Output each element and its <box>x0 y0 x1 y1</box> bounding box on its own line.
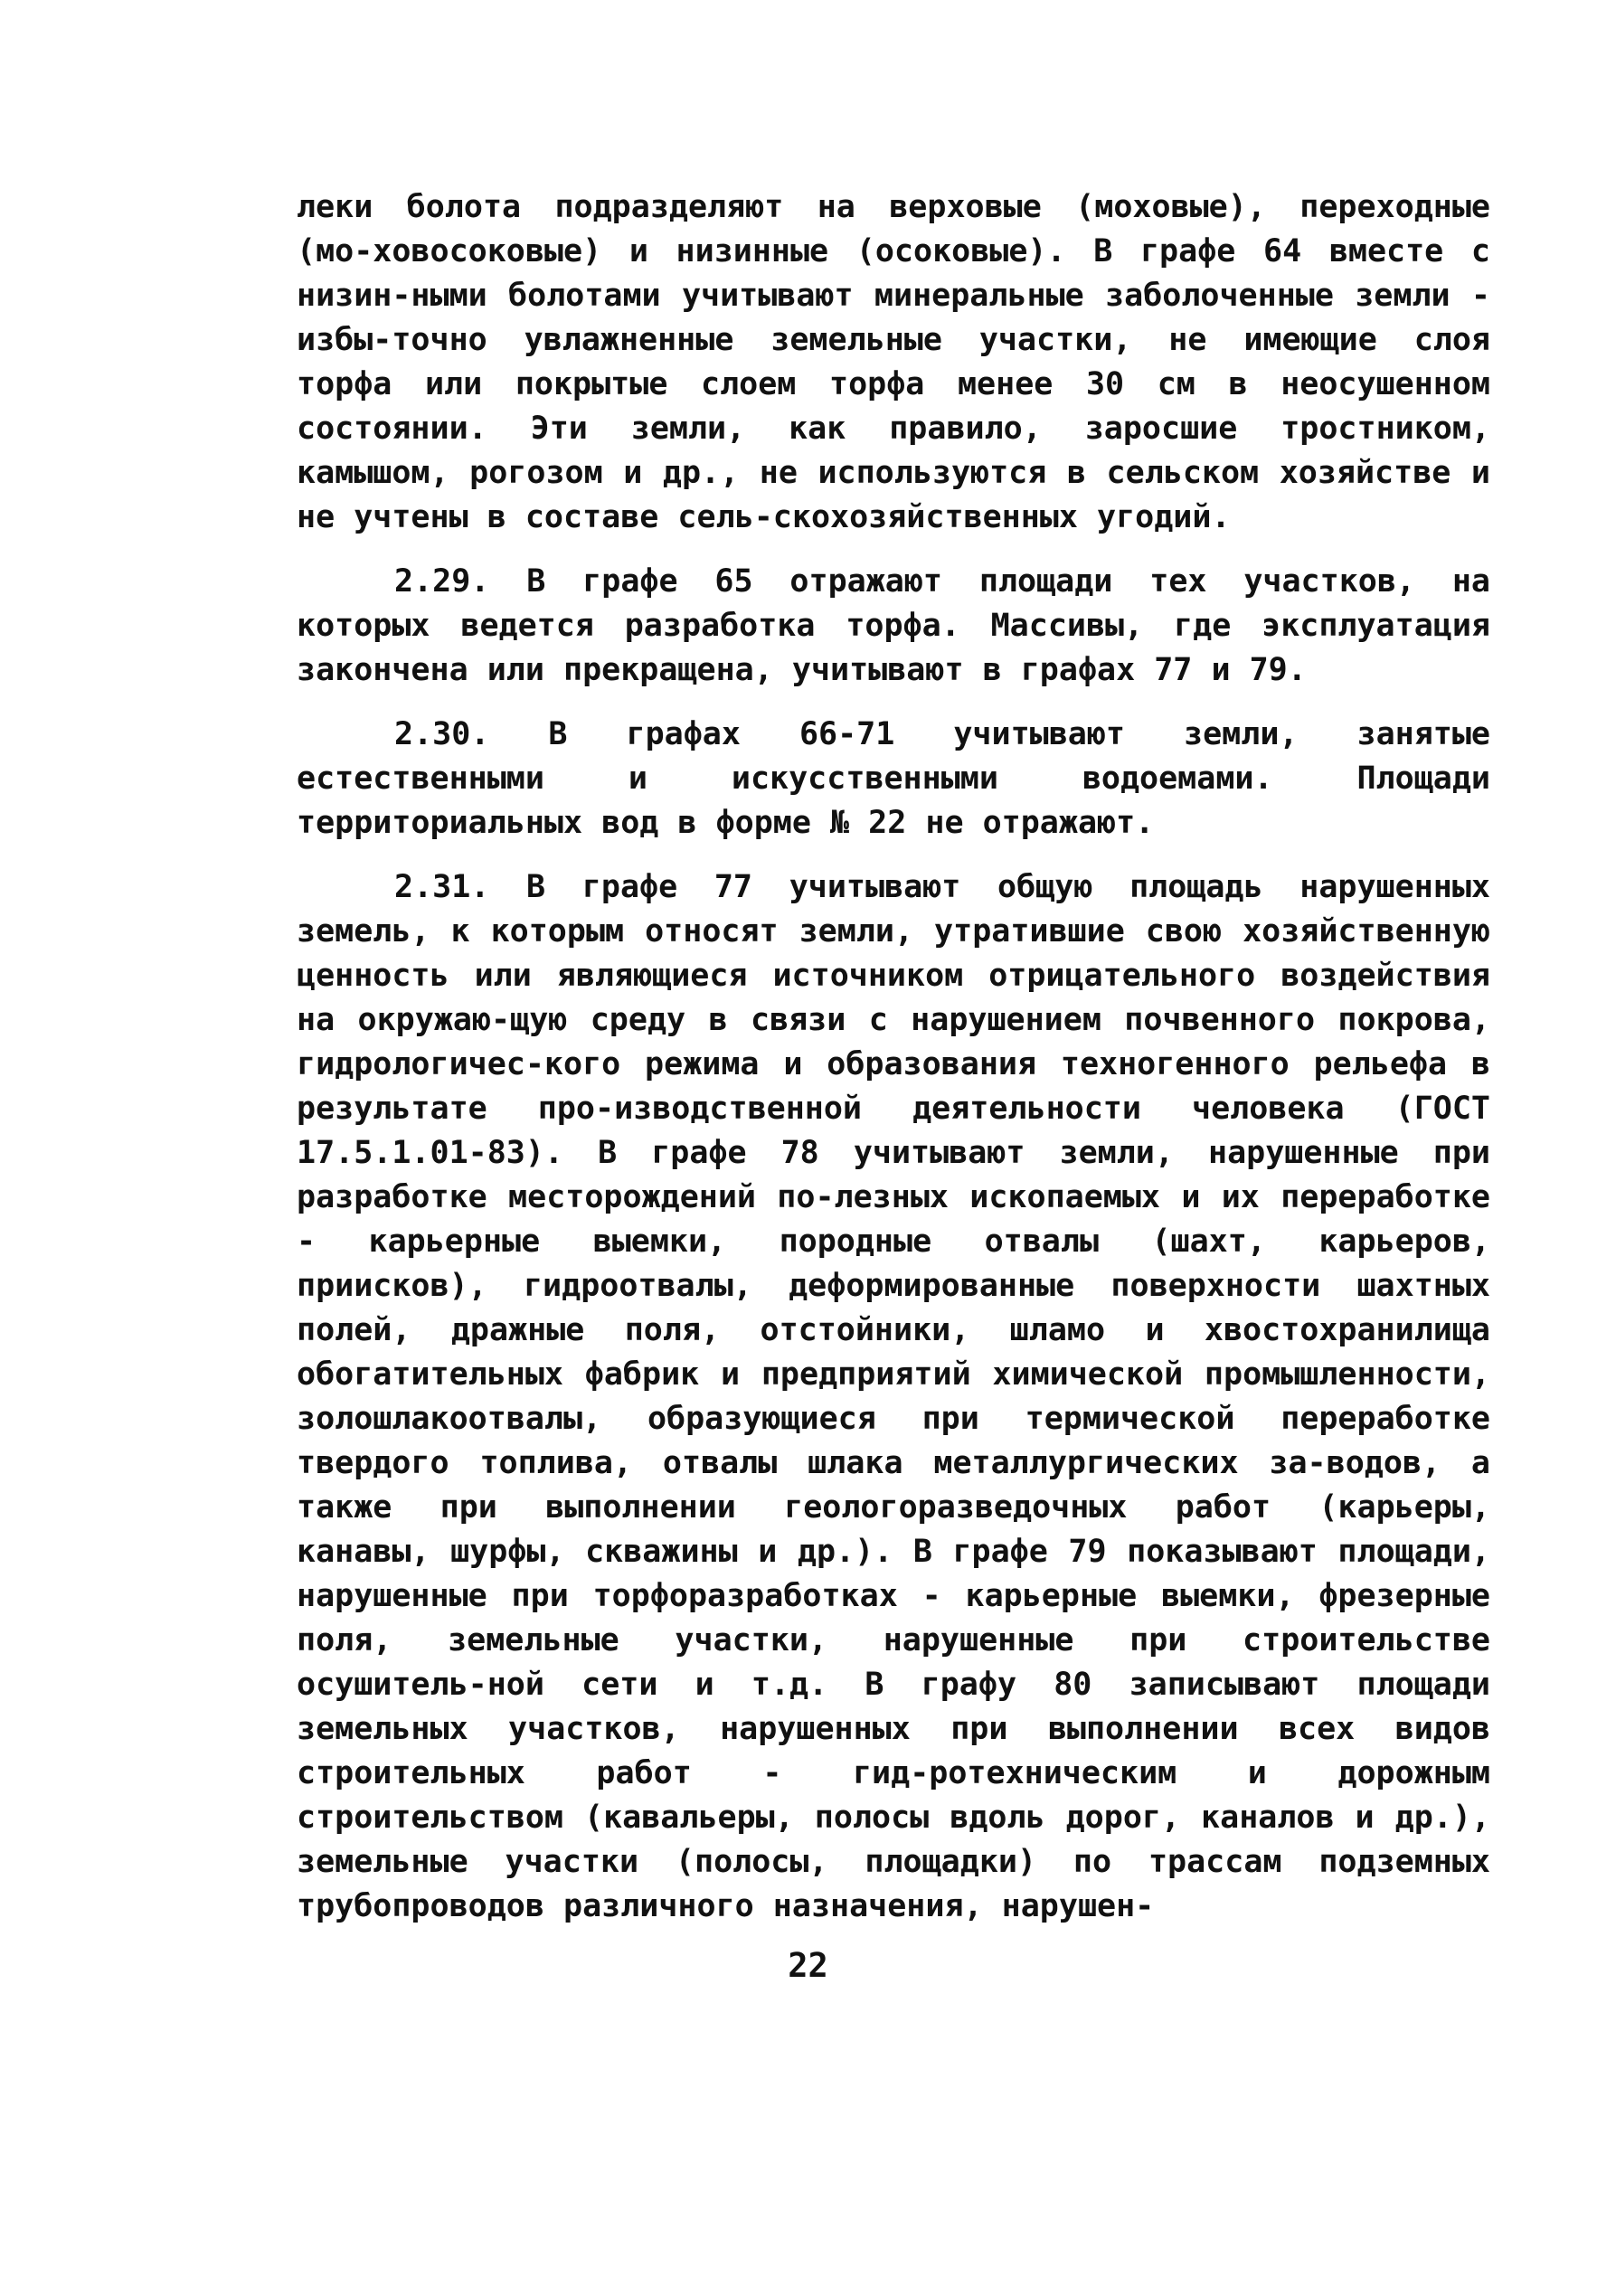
body-text <box>297 185 1490 1949</box>
paragraph-continuation: леки болота подразделяют на верховые (моховые), переходные (мо-ховосоковые) и низинные (осоковые). В графе 64 вместе с низин-ными болотами учитывают минеральные заболоченные земли - избы-точно увлажненные земельные участки, не имеющие слоя торфа или покрытые слоем торфа менее 30 см в неосушенном состоянии. Эти земли, как правило, заросшие тростником, камышом, рогозом и др., не используются в сельском хозяйстве и не учтены в составе сель-скохозяйственных угодий. <box>297 189 1490 535</box>
page-number: 22 <box>788 1946 828 1985</box>
paragraph-2-29: 2.29. В графе 65 отражают площади тех участков, на которых ведется разработка торфа. Массивы, где эксплуатация закончена или прекращена, учитывают в графах 77 и 79. <box>297 563 1490 688</box>
paragraph-2-31: 2.31. В графе 77 учитывают общую площадь нарушенных земель, к которым относят земли, утратившие свою хозяйственную ценность или являющиеся источником отрицательного воздействия на окружаю-щую среду в связи с нарушением почвенного покрова, гидрологичес-кого режима и образования техногенного рельефа в результате про-изводственной деятельности человека (ГОСТ 17.5.1.01-83). В графе 78 учитывают земли, нарушенные при разработке месторождений по-лезных ископаемых и их переработке - карьерные выемки, породные отвалы (шахт, карьеров, приисков), гидроотвалы, деформированные поверхности шахтных полей, дражные поля, отстойники, шламо и хвостохранилища обогатительных фабрик и предприятий химической промышленности, золошлакоотвалы, образующиеся при термической переработке твердого топлива, отвалы шлака металлургических за-водов, а также при выполнении геологоразведочных работ (карьеры, канавы, шурфы, скважины и др.). В графе 79 показывают площади, нарушенные при торфоразработках - карьерные выемки, фрезерные поля, земельные участки, нарушенные при строительстве осушитель-ной сети и т.д. В графу 80 записывают площади земельных участков, нарушенных при выполнении всех видов строительных работ - гид-ротехническим и дорожным строительством (кавальеры, полосы вдоль дорог, каналов и др.), земельные участки (полосы, площадки) по трассам подземных трубопроводов различного назначения, нарушен- <box>297 869 1490 1924</box>
paragraph-2-30: 2.30. В графах 66-71 учитывают земли, занятые естественными и искусственными водоемами. Площади территориальных вод в форме № 22 не отражают. <box>297 716 1490 841</box>
